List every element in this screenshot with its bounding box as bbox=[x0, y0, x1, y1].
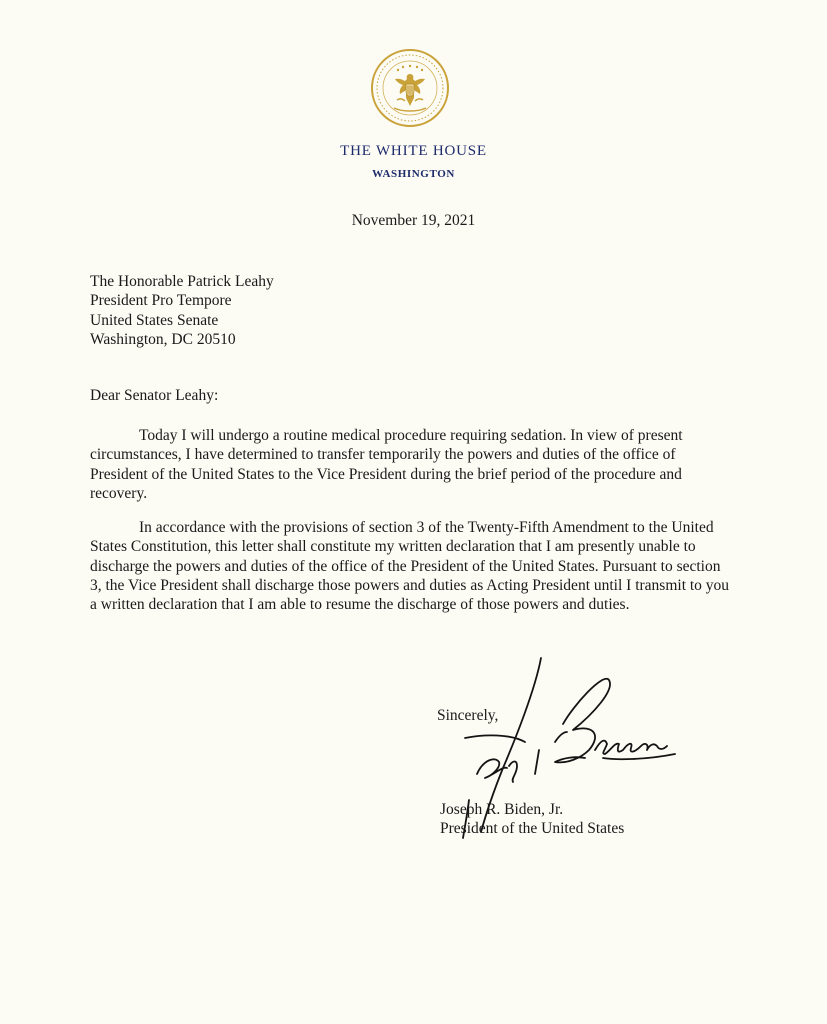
salutation: Dear Senator Leahy: bbox=[90, 387, 219, 404]
recipient-line: Washington, DC 20510 bbox=[90, 330, 236, 348]
recipient-line: The Honorable Patrick Leahy bbox=[90, 273, 274, 290]
closing: Sincerely, bbox=[437, 707, 499, 724]
letter-date: November 19, 2021 bbox=[351, 212, 476, 229]
body-paragraph: In accordance with the provisions of section 3 of the Twenty-Fifth Amendment to the United States Constitution, this letter shall constitute my written declaration that I am presently unable to discharge the powers and duties of the office of the President of the United States. Pursuant to section 3, the Vice President shall discharge those powers and duties as Acting President until I transmit to you a written declaration that I am able to resume the discharge of those powers and duties. bbox=[90, 519, 730, 614]
letterhead-title: THE WHITE HOUSE bbox=[340, 143, 487, 159]
body-paragraph: Today I will undergo a routine medical procedure requiring sedation. In view of present circumstances, I have determined to transfer temporarily the powers and duties of the office of President of the United States to the Vice President during the brief period of the procedure and recovery. bbox=[90, 427, 683, 502]
recipient-address bbox=[90, 272, 274, 349]
presidential-seal-icon bbox=[370, 48, 450, 128]
signer-name: Joseph R. Biden, Jr. bbox=[440, 801, 564, 818]
signer-title: President of the United States bbox=[440, 820, 625, 838]
recipient-line: President Pro Tempore bbox=[90, 292, 232, 310]
signer-block bbox=[440, 800, 624, 839]
letterhead-subtitle: WASHINGTON bbox=[372, 168, 455, 180]
recipient-line: United States Senate bbox=[90, 311, 219, 329]
